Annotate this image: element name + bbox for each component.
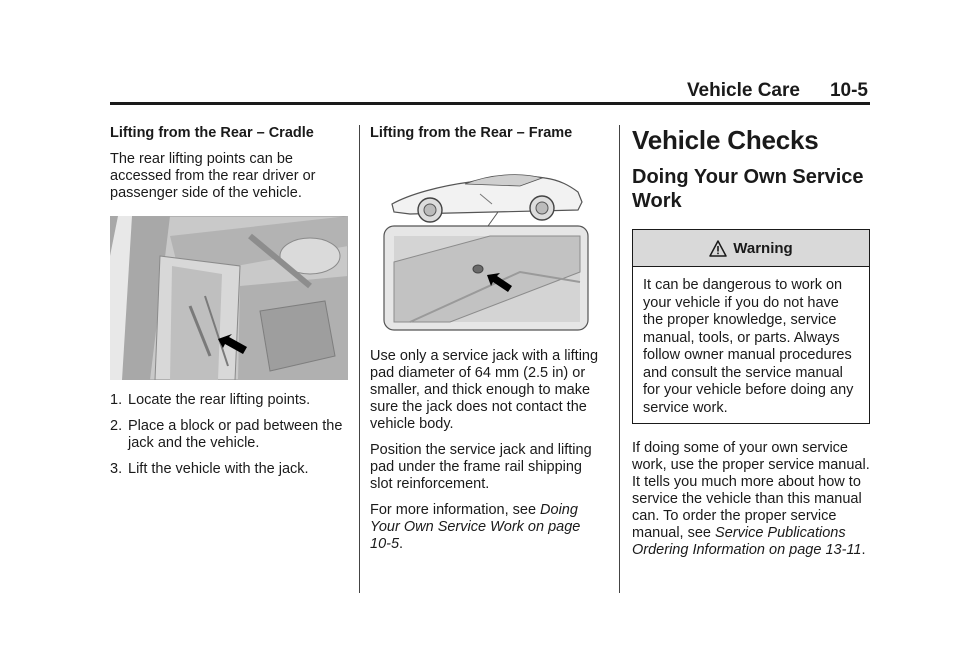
column-cradle: [110, 125, 348, 487]
cross-reference-link[interactable]: Service Publications Ordering Information on page 13-11: [632, 525, 862, 558]
cradle-step-1: 1. Locate the rear lifting points.: [110, 392, 311, 408]
warning-label: Warning: [733, 239, 793, 257]
header-rule: [110, 102, 870, 105]
cradle-step-2: 2. Place a block or pad between the jack and the vehicle.: [110, 418, 343, 451]
column-vehicle-checks: [632, 125, 870, 568]
car-silhouette: [392, 175, 582, 222]
subsection-heading: Doing Your Own Service Work: [632, 166, 864, 212]
column-divider-1: [359, 125, 360, 593]
frame-heading: Lifting from the Rear – Frame: [370, 125, 573, 141]
cross-reference-link[interactable]: Doing Your Own Service Work on page 10-5: [370, 502, 581, 552]
page-number: 10-5: [829, 80, 868, 101]
service-para: If doing some of your own service work, use the proper service manual. It tells you much more about how to service the vehicle than this manual can. To order the proper service manual, see Service Publications Ordering Information on page 13-11.: [632, 440, 870, 558]
warning-header: [633, 230, 869, 267]
frame-para-3: For more information, see Doing Your Own Service Work on page 10-5.: [370, 502, 581, 552]
column-frame: [370, 125, 602, 562]
frame-para-2: Position the service jack and lifting pad under the frame rail shipping slot reinforcement.: [370, 442, 592, 492]
rear-cradle-illustration: [110, 216, 348, 380]
section-title: Vehicle Care: [686, 80, 800, 101]
page-header: [687, 80, 868, 102]
warning-box: [632, 229, 870, 424]
cradle-heading: Lifting from the Rear – Cradle: [110, 125, 314, 141]
warning-text: It can be dangerous to work on your vehicle if you do not have the proper knowledge, service manual, tools, or parts. Always follow owner manual procedures and consult the service manual for your vehicle before doing any service work.: [643, 277, 854, 416]
cradle-intro: The rear lifting points can be accessed from the rear driver or passenger side of the vehicle.: [110, 151, 316, 201]
warning-triangle-icon: [709, 240, 727, 257]
frame-para-1: Use only a service jack with a lifting pad diameter of 64 mm (2.5 in) or smaller, and thick enough to make sure the jack does not contact the vehicle body.: [370, 348, 599, 432]
column-divider-2: [619, 125, 620, 593]
section-heading: Vehicle Checks: [632, 125, 819, 155]
rear-frame-illustration: [370, 152, 602, 334]
cradle-step-3: 3. Lift the vehicle with the jack.: [110, 461, 309, 477]
